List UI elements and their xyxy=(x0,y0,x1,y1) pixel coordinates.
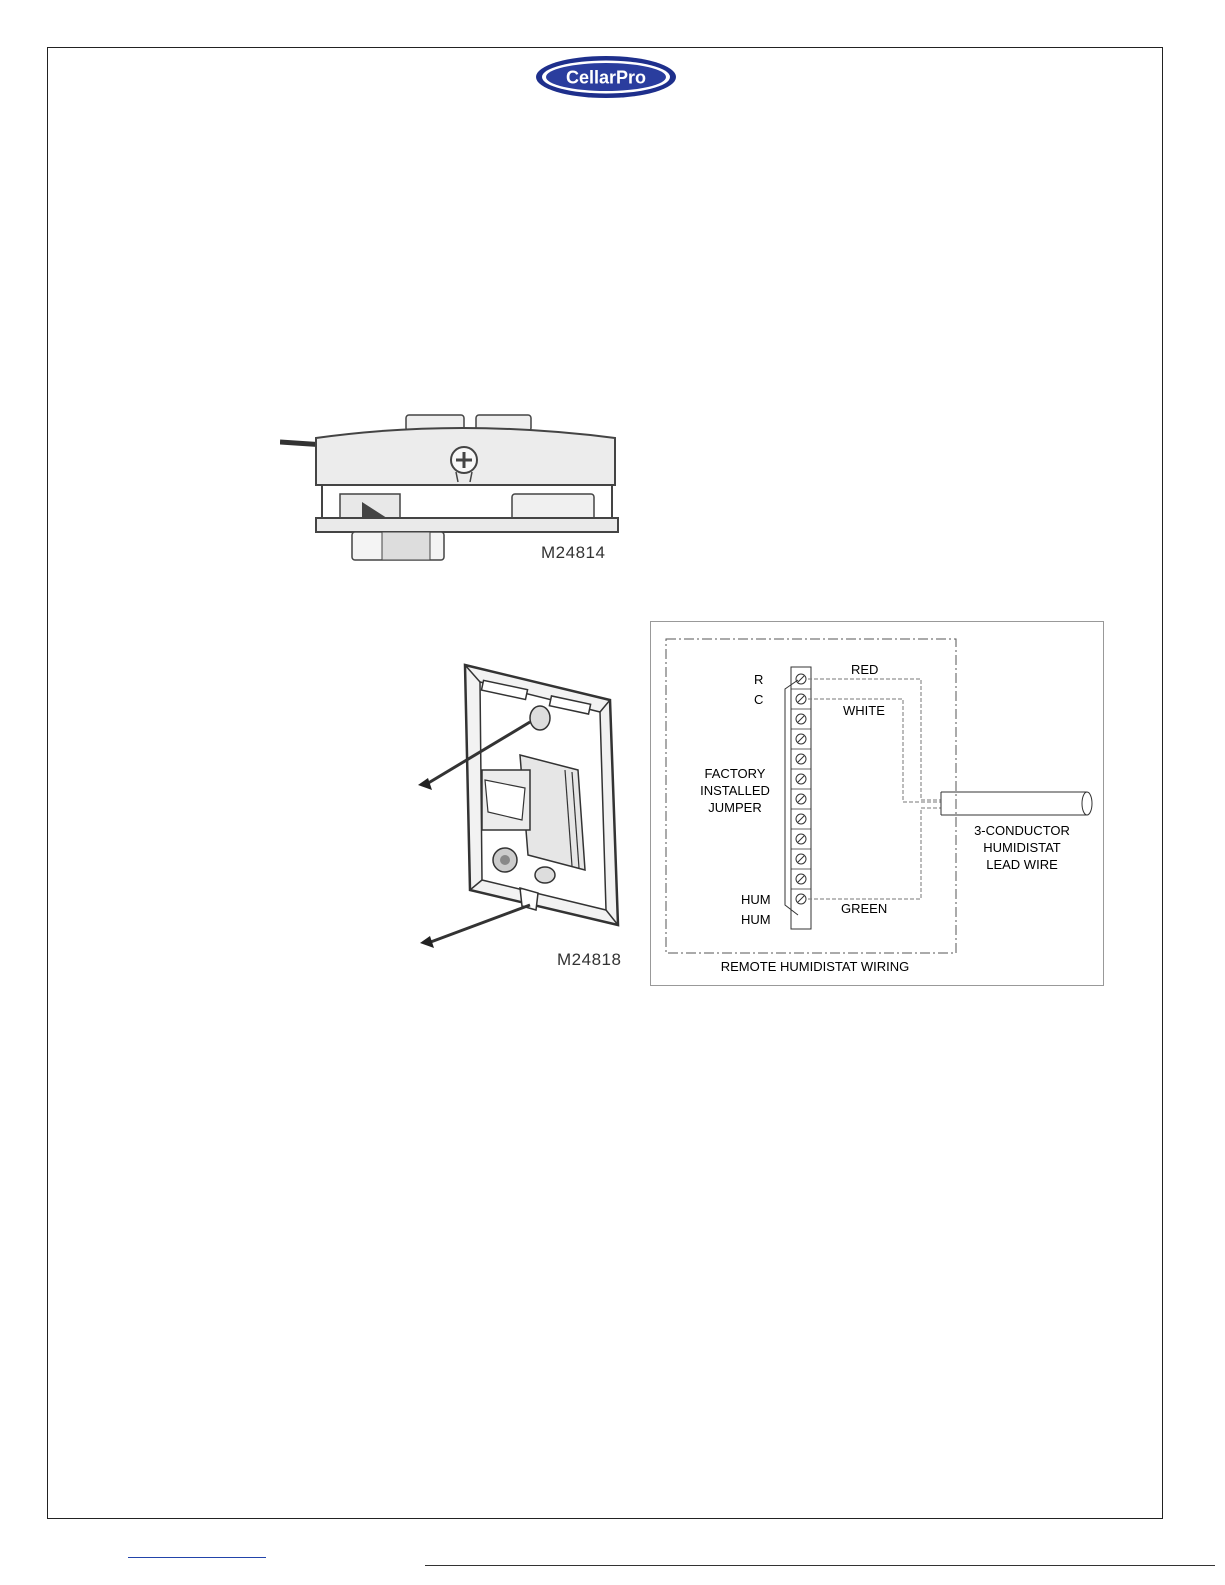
wire-label-red: RED xyxy=(851,662,879,677)
terminal-label-hum-1: HUM xyxy=(741,892,771,907)
terminal-label-r: R xyxy=(754,672,764,687)
logo-text: CellarPro xyxy=(565,67,647,88)
wall-plate-illustration xyxy=(410,660,640,970)
remote-humidistat-wiring-diagram xyxy=(650,621,1104,986)
footer-link-underline[interactable] xyxy=(128,1557,266,1558)
terminal-label-c: C xyxy=(754,692,764,707)
wire-label-white: WHITE xyxy=(843,703,885,718)
footer-rule xyxy=(425,1565,1215,1566)
lead-label-line1: 3-CONDUCTOR xyxy=(974,823,1070,838)
cellarpro-logo xyxy=(535,55,677,99)
mounting-screw-bottom xyxy=(420,905,530,948)
jumper-label-line3: JUMPER xyxy=(708,800,762,815)
terminal-label-hum-2: HUM xyxy=(741,912,771,927)
lead-label-line3: LEAD WIRE xyxy=(986,857,1058,872)
wire-label-green: GREEN xyxy=(841,901,888,916)
jumper-label-line2: INSTALLED xyxy=(700,783,770,798)
figure-code-m24814: M24814 xyxy=(541,543,606,562)
lead-label-line2: HUMIDISTAT xyxy=(983,840,1061,855)
jumper-label-line1: FACTORY xyxy=(704,766,766,781)
figure-code-m24818: M24818 xyxy=(557,950,622,969)
wiring-caption: REMOTE HUMIDISTAT WIRING xyxy=(720,959,910,974)
